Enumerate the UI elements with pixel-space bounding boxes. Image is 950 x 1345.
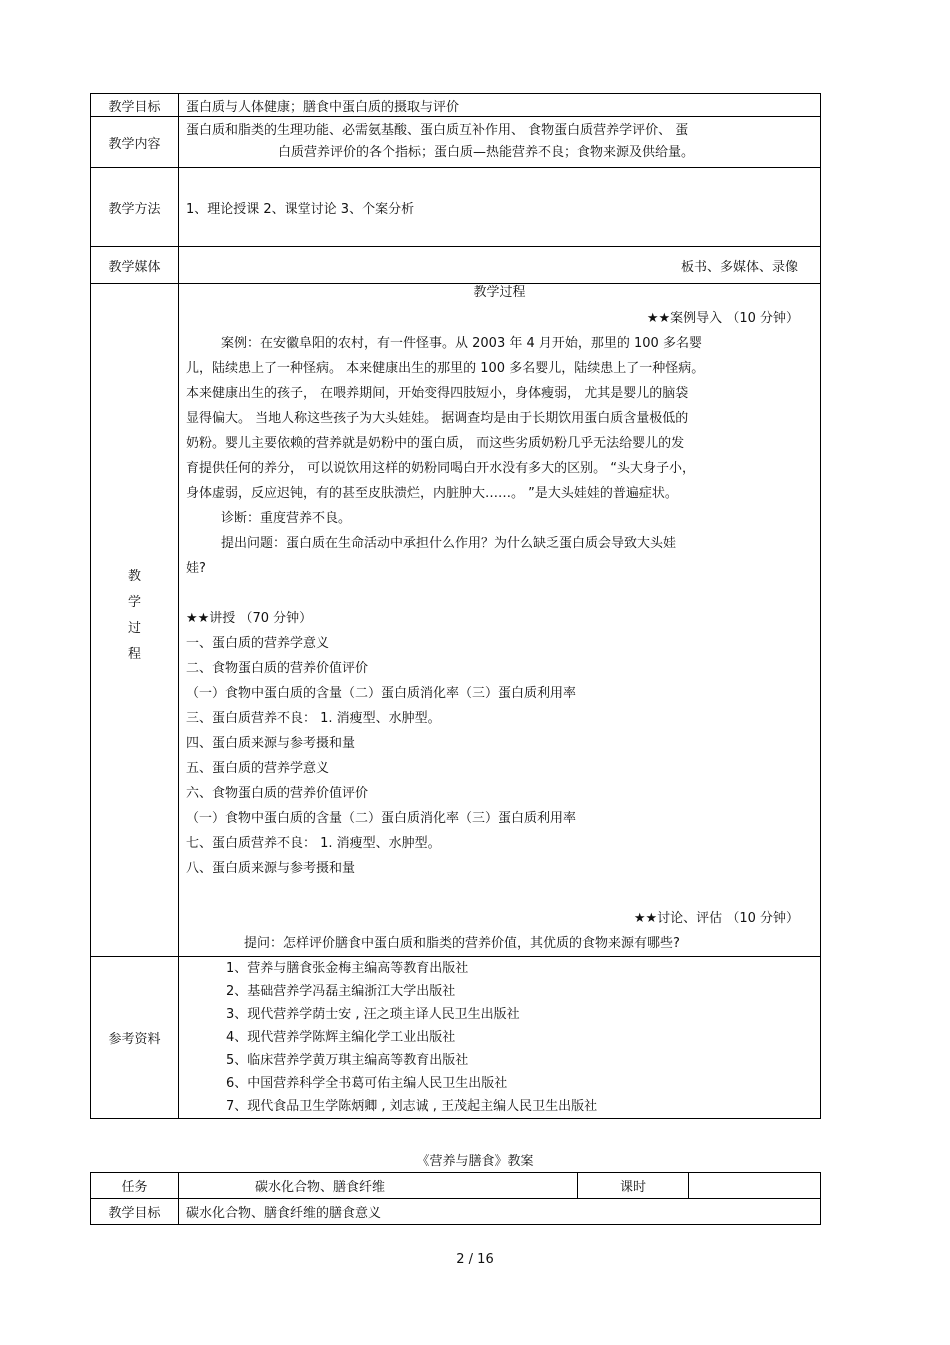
teaching-media-label: 教学媒体 xyxy=(91,247,179,284)
teaching-process-label xyxy=(91,284,179,957)
references-label: 参考资料 xyxy=(91,957,179,1119)
teaching-method-label: 教学方法 xyxy=(91,168,179,247)
hours-label: 课时 xyxy=(578,1173,689,1199)
hours-value xyxy=(689,1173,821,1199)
teaching-process-vertical-label xyxy=(91,564,178,668)
teaching-goal-label: 教学目标 xyxy=(91,94,179,117)
row-teaching-media xyxy=(91,247,821,284)
teaching-goal-content: 蛋白质与人体健康；膳食中蛋白质的摄取与评价 xyxy=(179,94,821,117)
teaching-media-content: 板书、多媒体、录像 xyxy=(179,247,821,284)
process-label-char: 教 xyxy=(127,569,141,584)
row-teaching-process xyxy=(91,284,821,957)
goal-value-2: 碳水化合物、膳食纤维的膳食意义 xyxy=(179,1199,821,1225)
lecture-item: （一）食物中蛋白质的含量（二）蛋白质消化率（三）蛋白质利用率 xyxy=(186,686,577,701)
reference-item: 3、现代营养学荫士安 , 汪之琐主译人民卫生出版社 xyxy=(226,1007,520,1022)
teaching-content-label: 教学内容 xyxy=(91,117,179,168)
lecture-title: ★★讲授 （70 分钟） xyxy=(186,611,313,626)
lecture-item: 五、蛋白质的营养学意义 xyxy=(186,761,330,776)
process-label-char: 学 xyxy=(127,595,141,610)
row-teaching-content xyxy=(91,117,821,168)
lesson-plan-table-2 xyxy=(90,1172,821,1225)
lesson-plan-table-1 xyxy=(90,93,821,1119)
case-line: 育提供任何的养分， 可以说饮用这样的奶粉同喝白开水没有多大的区别。 “头大身子小， xyxy=(186,461,696,476)
row-teaching-goal xyxy=(91,94,821,117)
page-number: 2 / 16 xyxy=(456,1252,494,1267)
teaching-content-line-2: 白质营养评价的各个指标；蛋白质—热能营养不良；食物来源及供给量。 xyxy=(278,145,695,160)
task-label: 任务 xyxy=(91,1173,179,1199)
reference-item: 7、现代食品卫生学陈炳卿 , 刘志诚 , 王茂起主编人民卫生出版社 xyxy=(226,1099,598,1114)
lecture-item: 一、蛋白质的营养学意义 xyxy=(186,636,330,651)
row-references xyxy=(91,957,821,1119)
lecture-item: （一）食物中蛋白质的含量（二）蛋白质消化率（三）蛋白质利用率 xyxy=(186,811,577,826)
lecture-item: 七、蛋白质营养不良： 1. 消瘦型、水肿型。 xyxy=(186,836,441,851)
process-heading: 教学过程 xyxy=(473,285,526,300)
lecture-item: 六、食物蛋白质的营养价值评价 xyxy=(186,786,369,801)
row-goal-2 xyxy=(91,1199,821,1225)
references-list xyxy=(186,957,813,1118)
case-line: 儿，陆续患上了一种怪病。 本来健康出生的那里的 100 多名婴儿，陆续患上了一种怪病。 xyxy=(186,361,705,376)
reference-item: 2、基础营养学冯磊主编浙江大学出版社 xyxy=(226,984,456,999)
task-value: 碳水化合物、膳食纤维 xyxy=(179,1173,578,1199)
lecture-item: 二、食物蛋白质的营养价值评价 xyxy=(186,661,369,676)
teaching-method-content: 1、理论授课 2、课堂讨论 3、个案分析 xyxy=(179,168,821,247)
reference-item: 6、中国营养科学全书葛可佑主编人民卫生出版社 xyxy=(226,1076,508,1091)
teaching-process-content xyxy=(179,284,821,957)
lecture-item: 八、蛋白质来源与参考摄和量 xyxy=(186,861,356,876)
question-line-2: 娃? xyxy=(186,561,206,576)
second-lesson-plan-title: 《营养与膳食》教案 xyxy=(416,1154,534,1169)
row-teaching-method xyxy=(91,168,821,247)
question-line-1: 提出问题：蛋白质在生命活动中承担什么作用？为什么缺乏蛋白质会导致大头娃 xyxy=(221,536,677,551)
case-line: 显得偏大。 当地人称这些孩子为大头娃娃。 据调查均是由于长期饮用蛋白质含量极低的 xyxy=(186,411,689,426)
process-label-char: 过 xyxy=(127,621,141,636)
case-line: 本来健康出生的孩子， 在喂养期间，开始变得四肢短小，身体瘦弱， 尤其是婴儿的脑袋 xyxy=(186,386,689,401)
case-line: 案例：在安徽阜阳的农村，有一件怪事。从 2003 年 4 月开始，那里的 100 多名婴 xyxy=(221,336,702,351)
case-line: 奶粉。婴儿主要依赖的营养就是奶粉中的蛋白质， 而这些劣质奶粉几乎无法给婴儿的发 xyxy=(186,436,685,451)
lecture-item: 三、蛋白质营养不良： 1. 消瘦型、水肿型。 xyxy=(186,711,441,726)
discussion-question: 提问：怎样评价膳食中蛋白质和脂类的营养价值，其优质的食物来源有哪些? xyxy=(244,936,680,951)
reference-item: 1、营养与膳食张金梅主编高等教育出版社 xyxy=(226,961,469,976)
case-line: 身体虚弱，反应迟钝，有的甚至皮肤溃烂，内脏肿大……。 ”是大头娃娃的普遍症状。 xyxy=(186,486,678,501)
goal-label-2: 教学目标 xyxy=(91,1199,179,1225)
teaching-content-line-1: 蛋白质和脂类的生理功能、必需氨基酸、蛋白质互补作用、 食物蛋白质营养学评价、 蛋 xyxy=(186,123,689,138)
reference-item: 4、现代营养学陈辉主编化学工业出版社 xyxy=(226,1030,456,1045)
case-intro-title: ★★案例导入 （10 分钟） xyxy=(646,311,799,326)
lecture-item: 四、蛋白质来源与参考摄和量 xyxy=(186,736,356,751)
discussion-title: ★★讨论、评估 （10 分钟） xyxy=(633,911,799,926)
diagnosis: 诊断：重度营养不良。 xyxy=(221,511,352,526)
row-task xyxy=(91,1173,821,1199)
reference-item: 5、临床营养学黄万琪主编高等教育出版社 xyxy=(226,1053,469,1068)
process-label-char: 程 xyxy=(127,647,141,662)
